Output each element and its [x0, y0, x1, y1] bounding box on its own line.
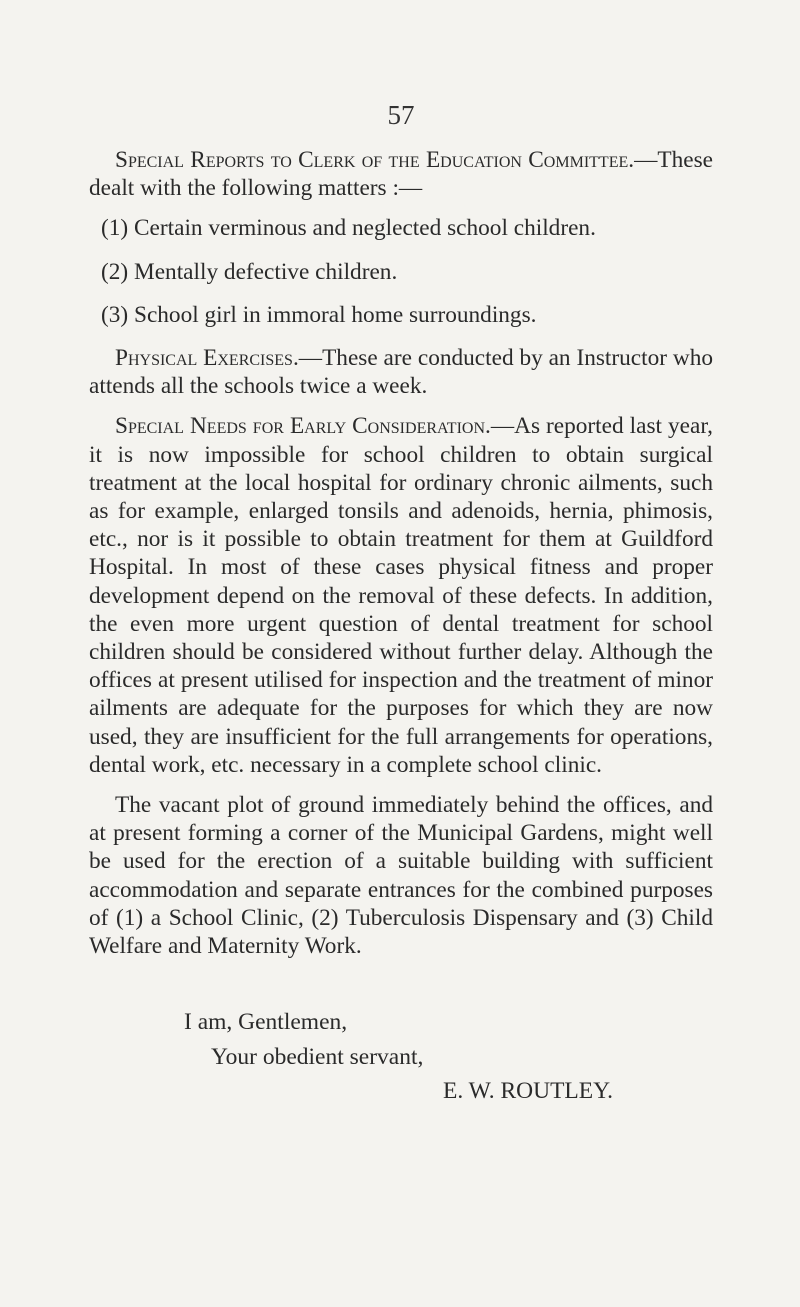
special-needs-text: —As reported last year, it is now impossible for school children to obtain surgical treatment at the local hospital for ordinary chronic ailments, such as for example, enlarged tonsils and adenoids, hernia, phimosis, etc., nor is it possible to obtain treatment for them at Guildford Hospital. In most of these cases physical fitness and proper development depend on the removal of these defects. In addition, the even more urgent question of dental treatment for school children should be considered without further delay. Although the offices at present utilised for inspection and the treatment of minor ailments are adequate for the purposes for which they are now used, they are insufficient for the full arrangements for operations, dental work, etc. necessary in a complete school clinic. [89, 413, 713, 778]
page-number: 57 [387, 100, 415, 130]
salutation: I am, Gentlemen, [184, 1009, 348, 1035]
special-needs-heading: Special Needs for Early Consideration. [115, 413, 491, 440]
body-text [89, 146, 713, 960]
signature: E. W. ROUTLEY. [443, 1078, 613, 1104]
list-item: (3) School girl in immoral home surroundings. [101, 301, 537, 328]
physical-exercises-heading: Physical Exercises. [115, 345, 299, 372]
vacant-plot-paragraph: The vacant plot of ground immediately behind the offices, and at present forming a corner of the Municipal Gardens, might well be used for the erection of a suitable building with sufficient accommodation and separate entrances for the combined purposes of (1) a School Clinic, (2) Tuberculosis Dispensary and (3) Child Welfare and Maternity Work. [89, 792, 713, 960]
physical-exercises-paragraph [89, 344, 713, 400]
special-reports-paragraph [89, 146, 713, 202]
list-item: (2) Mentally defective children. [101, 258, 398, 285]
special-reports-text: —These dealt with the following matters :— [89, 147, 713, 202]
special-needs-paragraph [89, 412, 713, 779]
special-reports-heading: Special Reports to Clerk of the Education Committee. [115, 147, 635, 173]
physical-exercises-text: —These are conducted by an Instructor who attends all the schools twice a week. [89, 345, 713, 400]
valediction: Your obedient servant, [211, 1044, 424, 1070]
list-item: (1) Certain verminous and neglected school children. [101, 215, 596, 242]
